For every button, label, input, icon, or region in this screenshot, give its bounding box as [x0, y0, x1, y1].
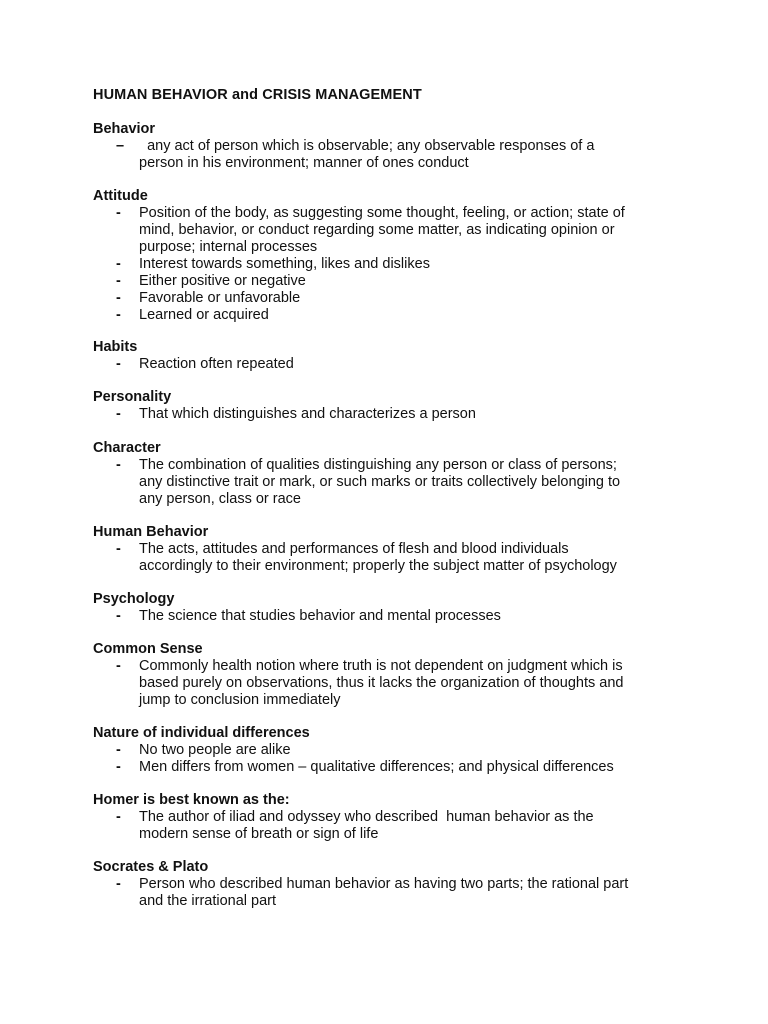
bullet-dash: -	[116, 205, 121, 221]
section-heading: Nature of individual differences	[93, 725, 310, 741]
section-heading: Habits	[93, 339, 138, 355]
bullet-dash: -	[116, 658, 121, 674]
bullet-list	[93, 658, 633, 709]
bullet-list	[93, 406, 633, 423]
list-item	[93, 809, 633, 843]
bullet-dash: -	[116, 541, 121, 557]
bullet-list	[93, 876, 633, 910]
list-item	[93, 658, 633, 709]
section-personality	[93, 389, 693, 423]
bullet-dash: -	[116, 406, 121, 422]
list-item	[93, 290, 633, 307]
bullet-list	[93, 608, 633, 625]
section-common-sense	[93, 641, 693, 709]
list-item	[93, 541, 633, 575]
section-heading: Homer is best known as the:	[93, 792, 290, 808]
bullet-dash: -	[116, 457, 121, 473]
section-heading: Human Behavior	[93, 524, 209, 540]
bullet-dash: -	[116, 356, 121, 372]
section-habits	[93, 339, 693, 373]
list-item-text: The acts, attitudes and performances of flesh and blood individuals accordingly to their environment; properly the subject matter of psychology	[139, 541, 617, 574]
section-heading: Personality	[93, 389, 172, 405]
list-item	[93, 876, 633, 910]
bullet-list	[93, 138, 633, 172]
list-item	[93, 205, 633, 256]
list-item	[93, 307, 633, 324]
list-item	[93, 457, 633, 508]
bullet-list	[93, 356, 633, 373]
bullet-dash: -	[116, 759, 121, 775]
bullet-dash: -	[116, 290, 121, 306]
section-homer-is-best-known-as-the	[93, 792, 693, 843]
bullet-dash: -	[116, 256, 121, 272]
list-item	[93, 759, 653, 776]
list-item-text: any act of person which is observable; any observable responses of a person in his environment; manner of ones conduct	[139, 138, 599, 171]
section-nature-of-individual-differences	[93, 725, 693, 776]
bullet-dash: –	[116, 138, 125, 154]
list-item-text: Person who described human behavior as having two parts; the rational part and the irrational part	[139, 876, 633, 909]
list-item-text: Position of the body, as suggesting some thought, feeling, or action; state of mind, behavior, or conduct regarding some matter, as indicating opinion or purpose; internal processes	[139, 205, 629, 255]
list-item	[93, 356, 633, 373]
bullet-list	[93, 205, 633, 324]
section-heading: Common Sense	[93, 641, 203, 657]
bullet-list	[93, 742, 653, 776]
list-item-text: Interest towards something, likes and dislikes	[139, 256, 430, 272]
section-socrates-plato	[93, 859, 693, 910]
section-heading: Character	[93, 440, 161, 456]
list-item-text: Favorable or unfavorable	[139, 290, 301, 306]
list-item	[93, 256, 633, 273]
document-title: HUMAN BEHAVIOR and CRISIS MANAGEMENT	[93, 87, 422, 103]
list-item-text: The combination of qualities distinguishing any person or class of persons; any distinctive trait or mark, or such marks or traits collectively belonging to any person, class or race	[139, 457, 625, 507]
section-human-behavior	[93, 524, 693, 575]
list-item-text: No two people are alike	[139, 742, 291, 758]
list-item	[93, 742, 653, 759]
list-item-text: Commonly health notion where truth is not dependent on judgment which is based purely on observations, thus it lacks the organization of thoughts and jump to conclusion immediately	[139, 658, 628, 708]
section-behavior	[93, 121, 693, 172]
bullet-dash: -	[116, 742, 121, 758]
list-item-text: The author of iliad and odyssey who described human behavior as the modern sense of breath or sign of life	[139, 809, 598, 842]
section-heading: Psychology	[93, 591, 175, 607]
bullet-dash: -	[116, 307, 121, 323]
list-item	[93, 138, 633, 172]
section-heading: Attitude	[93, 188, 148, 204]
bullet-list	[93, 809, 633, 843]
list-item-text: Learned or acquired	[139, 307, 269, 323]
section-attitude	[93, 188, 693, 324]
list-item-text: Men differs from women – qualitative differences; and physical differences	[139, 759, 614, 775]
section-heading: Behavior	[93, 121, 156, 137]
list-item-text: Either positive or negative	[139, 273, 306, 289]
bullet-dash: -	[116, 273, 121, 289]
list-item-text: That which distinguishes and characterizes a person	[139, 406, 476, 422]
list-item	[93, 406, 633, 423]
bullet-dash: -	[116, 876, 121, 892]
list-item	[93, 608, 633, 625]
section-psychology	[93, 591, 693, 625]
bullet-dash: -	[116, 809, 121, 825]
bullet-list	[93, 541, 633, 575]
section-character	[93, 440, 693, 508]
section-heading: Socrates & Plato	[93, 859, 209, 875]
bullet-dash: -	[116, 608, 121, 624]
bullet-list	[93, 457, 633, 508]
list-item-text: Reaction often repeated	[139, 356, 294, 372]
list-item	[93, 273, 633, 290]
list-item-text: The science that studies behavior and mental processes	[139, 608, 501, 624]
